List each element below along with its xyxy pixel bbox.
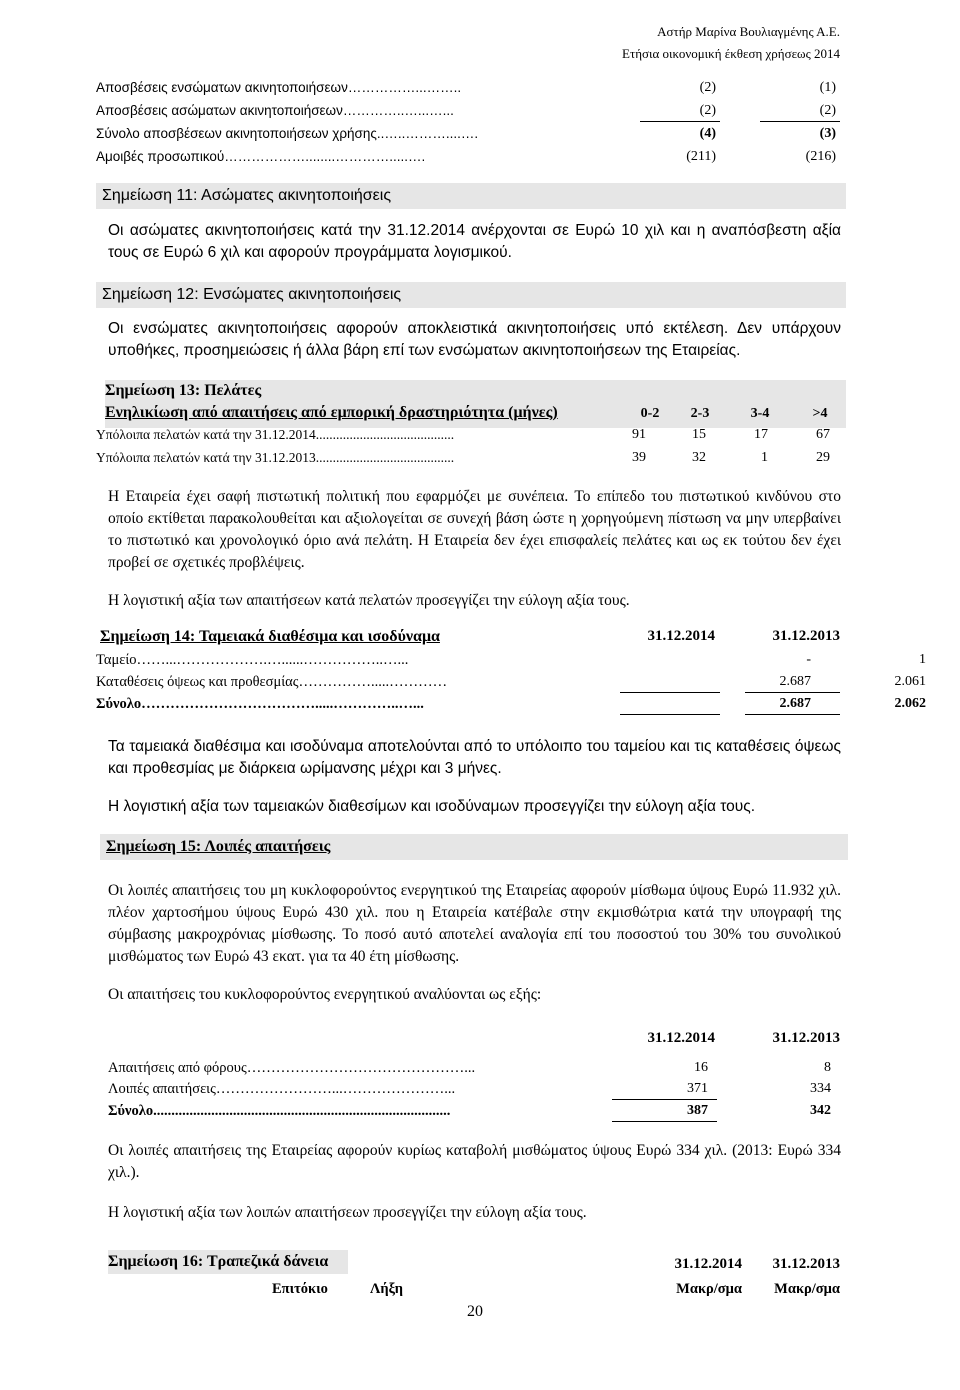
table-row	[96, 696, 926, 718]
row-label: Αποσβέσεις ασώματων ακινητοποιήσεων…………..…...…...	[96, 103, 454, 118]
col-header-longterm-2014: Μακρ/σμα	[676, 1281, 742, 1297]
col-header-rate: Επιτόκιο	[272, 1281, 328, 1297]
row-label: Σύνολο……………………………….....…………..…...	[96, 696, 424, 712]
note-15-text-1: Οι λοιπές απαιτήσεις του μη κυκλοφορούντος ενεργητικού της Εταιρείας αφορούν μίσθωμα ύψους Ευρώ 11.932 χιλ. πλέον χαρτοσήμου ύψους Ευρώ 430 χιλ. που η Εταιρεία κατέβαλε στην εκμισθώτρια κατά την υπογραφή της σύμβασης μακροχρόνιας μίσθωσης. Το ποσό αυτό αποτελεί αναλογία επί του ποσοστού του 30% του συνολικού μισθώματος των Ευρώ 43 εκατ. για τα 40 έτη μίσθωσης.	[108, 882, 841, 965]
row-label: Αποσβέσεις ενσώματων ακινητοποιήσεων……………...……..	[96, 80, 462, 95]
table-row	[96, 103, 841, 125]
value-2014: (2)	[699, 103, 716, 118]
table-row	[96, 427, 841, 449]
note-15-text-3: Οι λοιπές απαιτήσεις της Εταιρείας αφορούν κυρίως καταβολή μισθώματος ύψους Ευρώ 334 χιλ. (2013: Ευρώ 334 χιλ.).	[108, 1142, 841, 1181]
col-header-2013: 31.12.2013	[772, 628, 840, 644]
table-row	[96, 652, 926, 674]
note-11-text: Οι ασώματες ακινητοποιήσεις κατά την 31.12.2014 ανέρχονται σε Ευρώ 10 χιλ και η αναπόσβεστη αξία τους σε Ευρώ 6 χιλ και αφορούν προγράμματα λογισμικού.	[108, 222, 841, 261]
note-14-text-2: Η λογιστική αξία των ταμειακών διαθεσίμων και ισοδύναμων προσεγγίζει την εύλογη αξία τους.	[108, 798, 756, 815]
table-row	[96, 450, 841, 472]
ageing-value: 39	[632, 450, 646, 465]
ageing-value: 1	[761, 450, 768, 465]
company-name: Αστήρ Μαρίνα Βουλιαγμένης Α.Ε.	[657, 24, 840, 39]
row-label: Υπόλοιπα πελατών κατά την 31.12.2014.........................................	[96, 427, 455, 442]
value-2013: 342	[810, 1103, 831, 1118]
value-2014: 2.687	[779, 674, 811, 689]
note-14-heading: Σημείωση 14: Ταμειακά διαθέσιμα και ισοδύναμα	[100, 628, 440, 645]
value-2014: 371	[687, 1081, 708, 1096]
table-row	[108, 1060, 841, 1082]
ageing-value: 17	[754, 427, 768, 442]
ageing-col-header: 0-2	[640, 406, 660, 421]
row-label: Σύνολο..................................................................................	[108, 1103, 451, 1119]
note-11-heading: Σημείωση 11: Ασώματες ακινητοποιήσεις	[96, 183, 846, 209]
ageing-value: 32	[692, 450, 706, 465]
ageing-value: 67	[816, 427, 830, 442]
ageing-col-header: 2-3	[690, 406, 710, 421]
note-12-heading: Σημείωση 12: Ενσώματες ακινητοποιήσεις	[96, 282, 846, 308]
row-label: Καταθέσεις όψεως και προθεσμίας…………….....…………	[96, 674, 448, 690]
value-2013: 2.061	[894, 674, 926, 689]
value-2014: 2.687	[779, 696, 811, 711]
note-13-heading-band	[105, 380, 846, 428]
col-header-2014: 31.12.2014	[674, 1256, 742, 1272]
table-row	[96, 674, 926, 696]
note-14-text-1: Τα ταμειακά διαθέσιμα και ισοδύναμα αποτελούνται από το υπόλοιπο του ταμείου και τις καταθέσεις όψεως και προθεσμίας με διάρκεια ωρίμανσης μέχρι και 3 μήνες.	[108, 738, 841, 777]
ageing-col-header: 3-4	[750, 406, 770, 421]
value-2014: 387	[687, 1103, 708, 1118]
note-15-text-4: Η λογιστική αξία των λοιπών απαιτήσεων προσεγγίζει την εύλογη αξία τους.	[108, 1204, 587, 1221]
value-2013: (1)	[819, 80, 836, 95]
ageing-value: 29	[816, 450, 830, 465]
value-2013: 334	[810, 1081, 831, 1096]
value-2013: 8	[824, 1060, 831, 1075]
note-13-text-1: Η Εταιρεία έχει σαφή πιστωτική πολιτική που εφαρμόζει με συνέπεια. Το επίπεδο του πιστωτικού κινδύνου στο οποίο εκτίθεται παρακολουθείται και αξιολογείται σε συνεχή βάση ώστε η χορηγούμενη πίστωση να μην υπερβαίνει το πιστωτικό και χρονολογικό όριο ανά πελάτη. Η Εταιρεία δεν έχει επισφαλείς πελάτες και ως εκ τούτου δεν έχει προβεί σε σχετικές προβλέψεις.	[108, 488, 841, 571]
value-2014: (211)	[686, 149, 716, 164]
value-2014: 16	[694, 1060, 708, 1075]
value-2013: (3)	[819, 126, 836, 141]
ageing-value: 15	[692, 427, 706, 442]
value-2014: (2)	[699, 80, 716, 95]
col-header-longterm-2013: Μακρ/σμα	[774, 1281, 840, 1297]
row-label: Σύνολο αποσβέσεων ακινητοποιήσεων χρήσης..…..………....….	[96, 126, 479, 141]
table-row	[108, 1103, 841, 1125]
report-title: Ετήσια οικονομική έκθεση χρήσεως 2014	[622, 46, 840, 61]
col-header-maturity: Λήξη	[370, 1281, 404, 1297]
note-13-text-2: Η λογιστική αξία των απαιτήσεων κατά πελατών προσεγγίζει την εύλογη αξία τους.	[108, 592, 630, 609]
value-2013: 2.062	[894, 696, 926, 711]
table-row	[96, 126, 841, 148]
value-2013: 1	[919, 652, 926, 667]
table-row	[108, 1081, 841, 1103]
col-header-2013: 31.12.2013	[772, 1030, 840, 1046]
col-header-2013: 31.12.2013	[772, 1256, 840, 1272]
table-row	[96, 149, 841, 171]
table-row	[96, 80, 841, 102]
ageing-col-header: >4	[812, 406, 828, 421]
row-label: Ταμείο……...……………….…......……………..…...	[96, 652, 409, 668]
col-header-2014: 31.12.2014	[647, 628, 715, 644]
note-15-heading: Σημείωση 15: Λοιπές απαιτήσεις	[106, 838, 331, 855]
note-15-heading-band	[100, 834, 848, 860]
value-2013: (2)	[819, 103, 836, 118]
value-2014: (4)	[699, 126, 716, 141]
note-16-heading: Σημείωση 16: Τραπεζικά δάνεια	[108, 1250, 348, 1274]
value-2014: -	[806, 652, 811, 667]
row-label: Υπόλοιπα πελατών κατά την 31.12.2013.........................................	[96, 450, 455, 465]
value-2013: (216)	[805, 149, 836, 164]
row-label: Λοιπές απαιτήσεις……………………...…………………...	[108, 1081, 456, 1097]
row-label: Αμοιβές προσωπικού………………........………….....….	[96, 149, 426, 164]
ageing-value: 91	[632, 427, 646, 442]
row-label: Απαιτήσεις από φόρους………………………………………...	[108, 1060, 476, 1076]
page-number: 20	[467, 1303, 483, 1320]
note-12-text: Οι ενσώματες ακινητοποιήσεις αφορούν αποκλειστικά ακινητοποιήσεις υπό εκτέλεση. Δεν υπάρχουν υποθήκες, προσημειώσεις ή άλλα βάρη επί των ενσώματων ακινητοποιήσεων της Εταιρείας.	[108, 320, 841, 359]
col-header-2014: 31.12.2014	[647, 1030, 715, 1046]
note-15-text-2: Οι απαιτήσεις του κυκλοφορούντος ενεργητικού αναλύονται ως εξής:	[108, 986, 542, 1003]
note-13-heading: Σημείωση 13: Πελάτες	[105, 382, 262, 399]
ageing-subtitle: Ενηλικίωση από απαιτήσεις από εμπορική δραστηριότητα (μήνες)	[105, 404, 558, 421]
